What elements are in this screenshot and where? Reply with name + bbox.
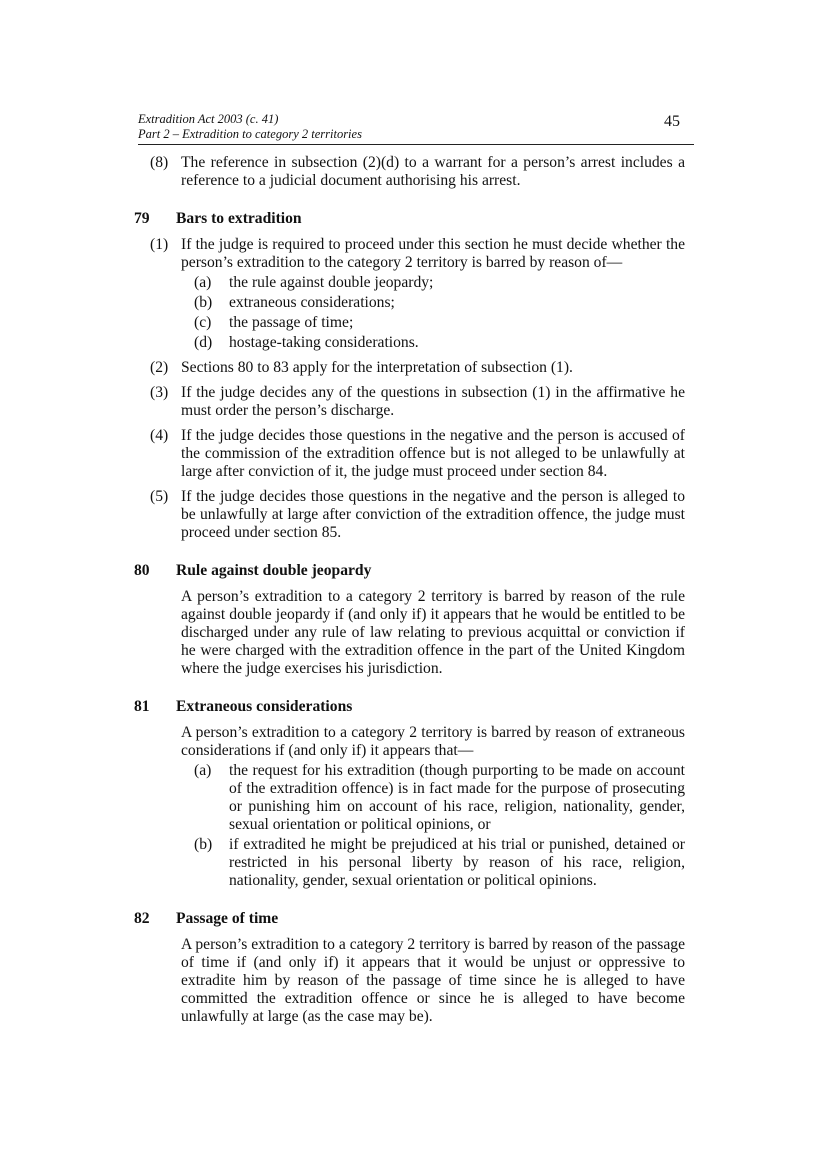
section-heading [0, 210, 828, 230]
section-number: 81 [134, 698, 150, 715]
section-82 [0, 910, 828, 1026]
section-heading [0, 910, 828, 930]
paragraph-text: if extradited he might be prejudiced at his trial or punished, detained or restricted in his personal liberty by reason of his race, religion, nationality, gender, sexual orientation or political opinions. [229, 836, 685, 889]
subsection-79-3 [0, 384, 685, 420]
subsection-79-1 [0, 236, 685, 272]
paragraph-text: the rule against double jeopardy; [229, 274, 434, 291]
subsection-number: (5) [150, 488, 169, 505]
paragraph-79-1-a [0, 274, 685, 292]
section-81 [0, 698, 828, 890]
paragraph-text: extraneous considerations; [229, 294, 395, 311]
paragraph-79-1-c [0, 314, 685, 332]
section-body: A person’s extradition to a category 2 territory is barred by reason of the passage of time if (and only if) it appears that it would be unjust or oppressive to extradite him by reason of the passage of time since he is alleged to have committed the extradition offence or since he is alleged to have become unlawfully at large (as the case may be). [181, 936, 685, 1025]
section-number: 82 [134, 910, 150, 927]
paragraph-79-1-d [0, 334, 685, 352]
paragraph-number: (b) [194, 836, 213, 853]
paragraph-number: (d) [194, 334, 213, 351]
section-title: Bars to extradition [176, 210, 302, 227]
header-rule [138, 144, 694, 145]
subsection-79-4 [0, 427, 685, 481]
subsection-78-8 [0, 154, 685, 190]
running-header [138, 112, 684, 142]
section-80 [0, 562, 828, 678]
section-title: Passage of time [176, 910, 279, 927]
paragraph-text: the request for his extradition (though purporting to be made on account of the extradition offence) is in fact made for the purpose of prosecuting or punishing him on account of his race, religion, nationality, gender, sexual orientation or political opinions, or [229, 762, 685, 833]
subsection-number: (4) [150, 427, 169, 444]
page-content [0, 154, 828, 1028]
paragraph-number: (a) [194, 274, 212, 291]
subsection-number: (1) [150, 236, 169, 253]
subsection-text: Sections 80 to 83 apply for the interpretation of subsection (1). [181, 359, 573, 376]
section-title: Extraneous considerations [176, 698, 353, 715]
page-number: 45 [664, 113, 680, 130]
paragraph-text: the passage of time; [229, 314, 354, 331]
section-heading [0, 562, 828, 582]
act-title: Extradition Act 2003 (c. 41) [138, 112, 279, 126]
part-title: Part 2 – Extradition to category 2 territories [138, 127, 362, 141]
section-body: A person’s extradition to a category 2 territory is barred by reason of the rule against double jeopardy if (and only if) it appears that he would be entitled to be discharged under any rule of law relating to previous acquittal or conviction if he were charged with the extradition offence in the part of the United Kingdom where the judge exercises his jurisdiction. [181, 588, 685, 677]
subsection-text: If the judge decides those questions in the negative and the person is alleged to be unlawfully at large after conviction of the extradition offence, the judge must proceed under section 85. [181, 488, 685, 541]
subsection-text: If the judge is required to proceed under this section he must decide whether the person’s extradition to the category 2 territory is barred by reason of— [181, 236, 685, 271]
paragraph-number: (b) [194, 294, 213, 311]
subsection-text: If the judge decides those questions in the negative and the person is accused of the commission of the extradition offence but is not alleged to be unlawfully at large after conviction of it, the judge must proceed under section 84. [181, 427, 685, 480]
section-79 [0, 210, 828, 542]
paragraph-number: (c) [194, 314, 212, 331]
section-number: 80 [134, 562, 150, 579]
section-title: Rule against double jeopardy [176, 562, 372, 579]
paragraph-text: hostage-taking considerations. [229, 334, 419, 351]
subsection-79-5 [0, 488, 685, 542]
subsection-number: (8) [150, 154, 169, 171]
section-body: A person’s extradition to a category 2 territory is barred by reason of extraneous considerations if (and only if) it appears that— [181, 724, 685, 759]
paragraph-81-b [0, 836, 685, 890]
subsection-text: The reference in subsection (2)(d) to a warrant for a person’s arrest includes a reference to a judicial document authorising his arrest. [181, 154, 685, 189]
section-number: 79 [134, 210, 150, 227]
subsection-text: If the judge decides any of the questions in subsection (1) in the affirmative he must order the person’s discharge. [181, 384, 685, 419]
subsection-79-2 [0, 359, 685, 377]
paragraph-number: (a) [194, 762, 212, 779]
subsection-number: (3) [150, 384, 169, 401]
section-heading [0, 698, 828, 718]
paragraph-81-a [0, 762, 685, 834]
subsection-number: (2) [150, 359, 169, 376]
paragraph-79-1-b [0, 294, 685, 312]
